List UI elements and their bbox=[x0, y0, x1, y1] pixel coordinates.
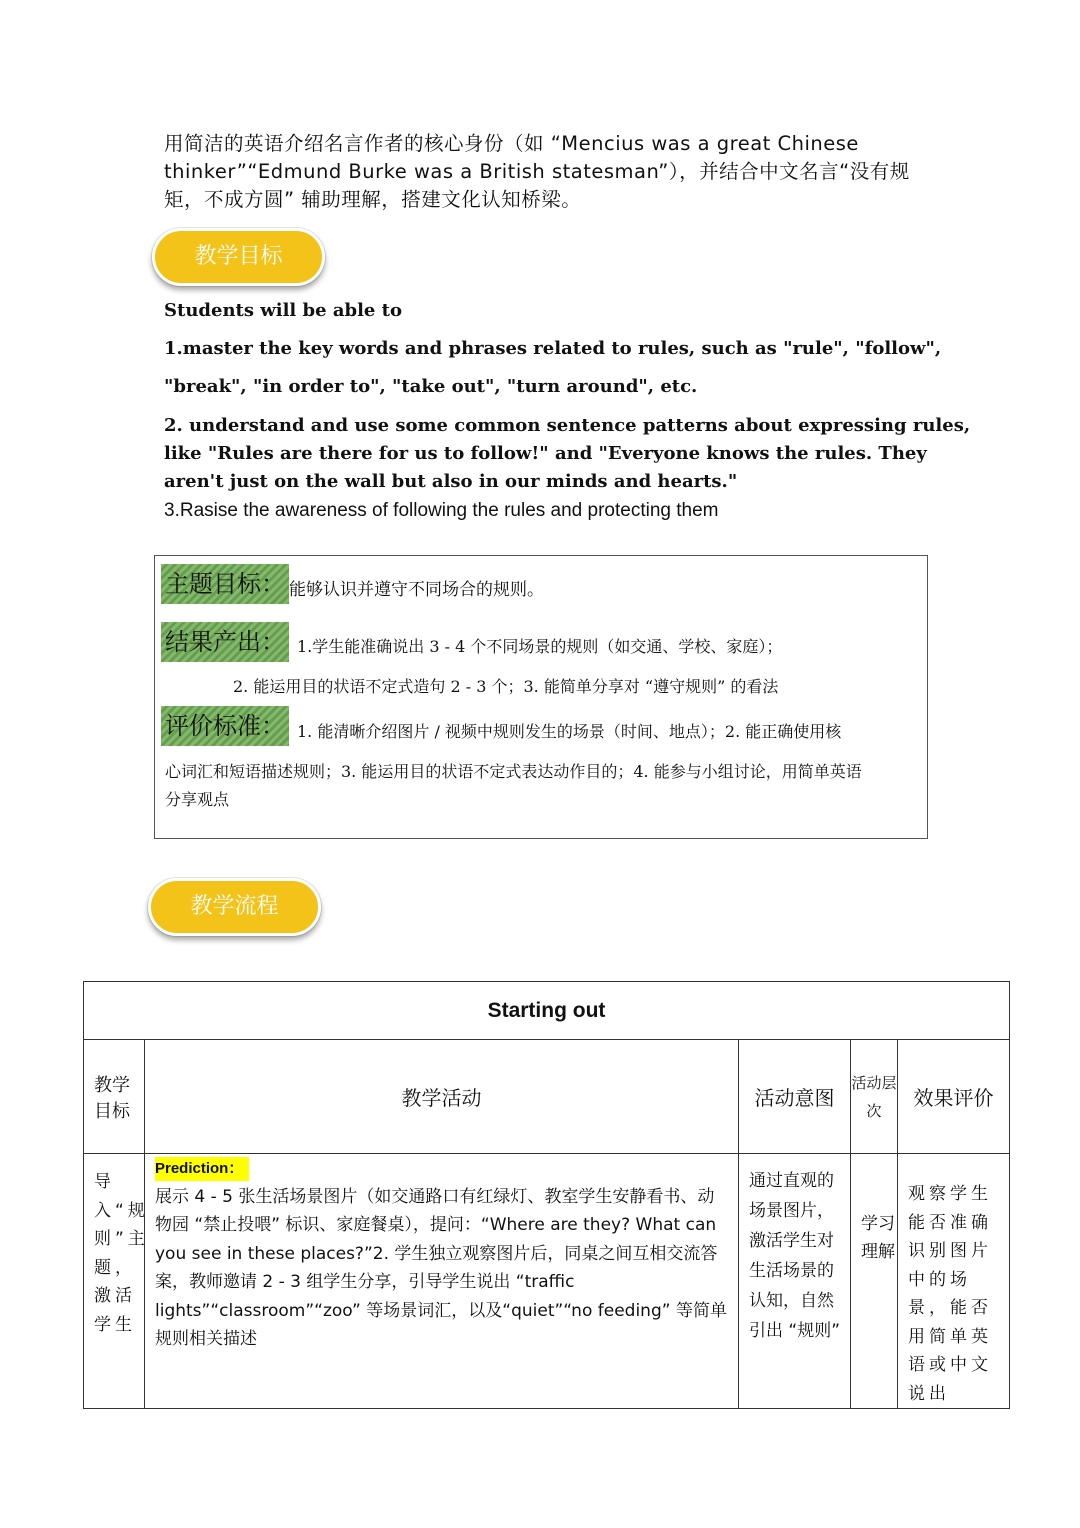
objective-1-line-a: 1.master the key words and phrases related to rules, such as "rule", "follow", bbox=[164, 338, 942, 359]
row-goal: 导入“规则”主题，激活学生 bbox=[84, 1154, 145, 1409]
outcome-label: 结果产出： bbox=[161, 622, 289, 662]
header-intent: 活动意图 bbox=[739, 1040, 851, 1154]
theme-goal-text: 能够认识并遵守不同场合的规则。 bbox=[289, 580, 544, 600]
criteria-text-2: 心词汇和短语描述规则；3. 能运用目的状语不定式表达动作目的；4. 能参与小组讨论，用简单英语 bbox=[165, 762, 862, 781]
header-goal: 教学目标 bbox=[84, 1040, 145, 1154]
outcome-text-1: 1.学生能准确说出 3 - 4 个不同场景的规则（如交通、学校、家庭）； bbox=[297, 637, 783, 656]
objective-2-line-b: like "Rules are there for us to follow!" and "Everyone knows the rules. They bbox=[164, 443, 927, 464]
row-activity: 展示 4 - 5 张生活场景图片（如交通路口有红绿灯、教室学生安静看书、动物园 “禁止投喂” 标识、家庭餐桌），提问：“Where are they? What can you see in these places?”2. 学生独立观察图片后，同桌之间互相交流答案，教师邀请 2 - 3 组学生分享，引导学生说出 “traffic lights”“classroom”“zoo” 等场景词汇，以及“quiet”“no feeding” 等简单规则相关描述 bbox=[155, 1186, 727, 1349]
table-title: Starting out bbox=[84, 982, 1010, 1040]
outcome-text-2: 2. 能运用目的状语不定式造句 2 - 3 个；3. 能简单分享对 “遵守规则” 的看法 bbox=[233, 677, 779, 696]
intro-paragraph: 用简洁的英语介绍名言作者的核心身份（如 “Mencius was a great Chinese thinker”“Edmund Burke was a British statesman”），并结合中文名言“没有规矩，不成方圆” 辅助理解，搭建文化认知桥梁。 bbox=[164, 132, 910, 211]
teaching-flow-table bbox=[83, 981, 1010, 1409]
row-activity-cell bbox=[145, 1154, 739, 1409]
row-intent: 通过直观的场景图片，激活学生对生活场景的认知，自然引出 “规则” bbox=[739, 1154, 851, 1409]
objective-2-line-c: aren't just on the wall but also in our minds and hearts." bbox=[164, 471, 738, 492]
section-title-objectives: 教学目标 bbox=[152, 228, 325, 286]
header-level: 活动层次 bbox=[851, 1040, 898, 1154]
objectives-intro: Students will be able to bbox=[164, 300, 402, 321]
header-evaluation: 效果评价 bbox=[898, 1040, 1010, 1154]
objective-1-line-b: "break", "in order to", "take out", "turn around", etc. bbox=[164, 376, 698, 397]
section-title-flow: 教学流程 bbox=[148, 878, 321, 936]
goals-box bbox=[154, 555, 928, 839]
criteria-label: 评价标准： bbox=[161, 706, 289, 746]
criteria-text-1: 1. 能清晰介绍图片 / 视频中规则发生的场景（时间、地点）；2. 能正确使用核 bbox=[297, 722, 842, 741]
row-level: 学习理解 bbox=[851, 1154, 898, 1409]
theme-goal-label: 主题目标： bbox=[161, 564, 289, 604]
table-row bbox=[84, 1154, 1010, 1409]
prediction-label: Prediction： bbox=[155, 1157, 249, 1181]
row-evaluation: 观察学生能否准确识别图片中的场景，能否用简单英语或中文说出 bbox=[898, 1154, 1010, 1409]
criteria-text-3: 分享观点 bbox=[165, 790, 230, 809]
objective-3: 3.Rasise the awareness of following the rules and protecting them bbox=[164, 500, 719, 521]
header-activity: 教学活动 bbox=[145, 1040, 739, 1154]
objective-2-line-a: 2. understand and use some common sentence patterns about expressing rules, bbox=[164, 415, 971, 436]
